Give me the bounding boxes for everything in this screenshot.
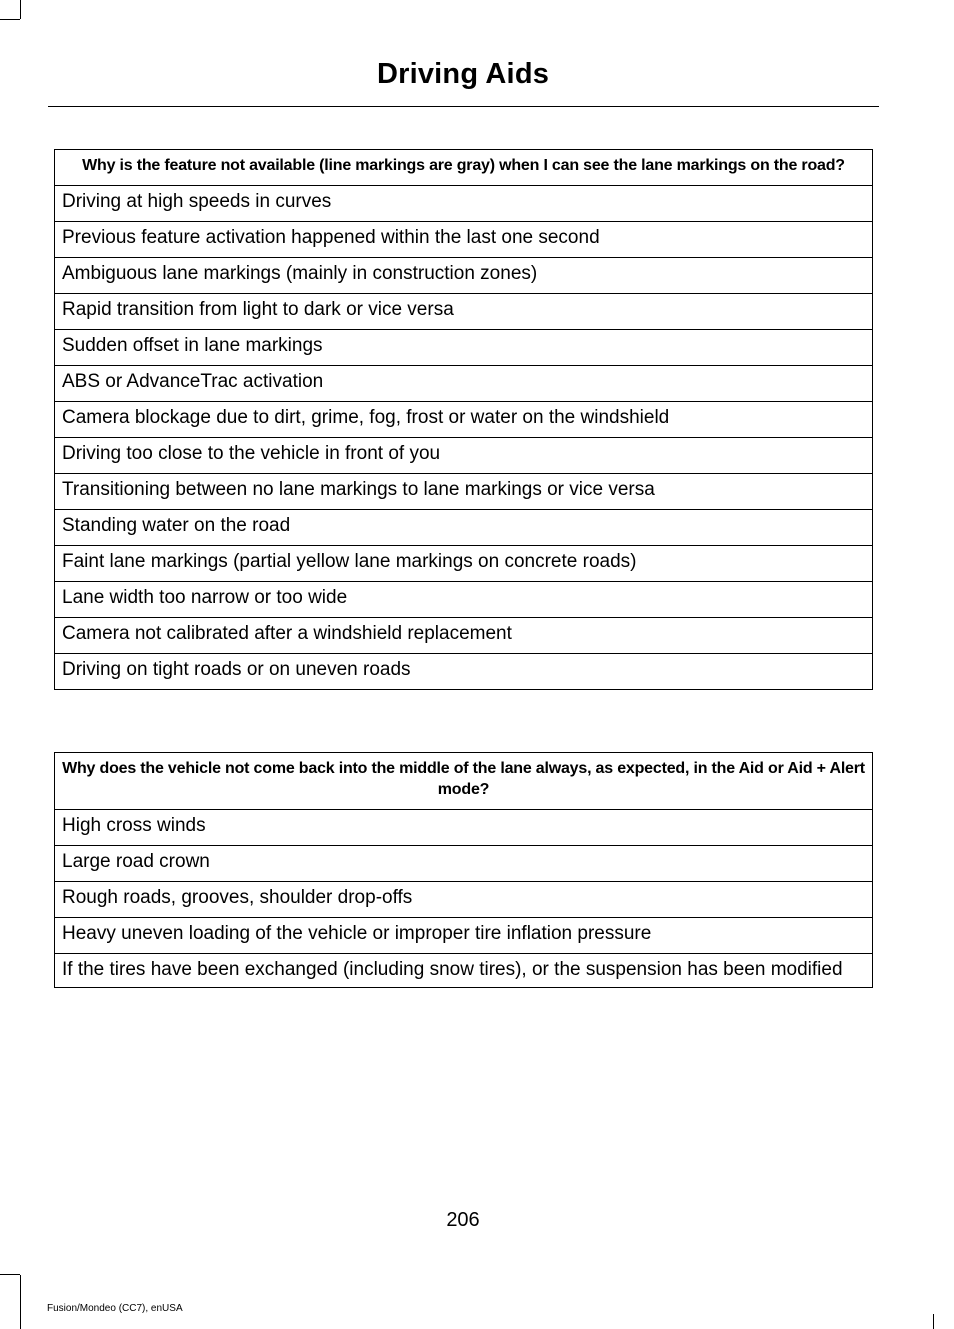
table-cell: ABS or AdvanceTrac activation xyxy=(55,366,873,402)
table-row xyxy=(55,654,873,690)
table-row xyxy=(55,474,873,510)
faq-table-lane-centering xyxy=(54,752,873,988)
table-cell: Driving at high speeds in curves xyxy=(55,186,873,222)
crop-mark xyxy=(20,0,21,19)
table-cell: Driving too close to the vehicle in front of you xyxy=(55,438,873,474)
table-cell: Transitioning between no lane markings to lane markings or vice versa xyxy=(55,474,873,510)
crop-mark xyxy=(933,1314,934,1329)
table-row xyxy=(55,294,873,330)
table-cell: Previous feature activation happened within the last one second xyxy=(55,222,873,258)
table-cell: Ambiguous lane markings (mainly in construction zones) xyxy=(55,258,873,294)
table-row xyxy=(55,846,873,882)
table-row xyxy=(55,882,873,918)
table-cell: If the tires have been exchanged (including snow tires), or the suspension has been modified xyxy=(55,954,873,988)
table-row xyxy=(55,402,873,438)
table-cell: Sudden offset in lane markings xyxy=(55,330,873,366)
document-label: Fusion/Mondeo (CC7), enUSA xyxy=(47,1303,183,1314)
table-row xyxy=(55,954,873,988)
table-row xyxy=(55,222,873,258)
table-header-row xyxy=(55,150,873,186)
table-question: Why is the feature not available (line markings are gray) when I can see the lane markings on the road? xyxy=(55,150,873,186)
table-row xyxy=(55,330,873,366)
table-header-row xyxy=(55,753,873,810)
table-cell: Heavy uneven loading of the vehicle or improper tire inflation pressure xyxy=(55,918,873,954)
crop-mark xyxy=(0,19,20,20)
page-number: 206 xyxy=(446,1209,480,1231)
table-row xyxy=(55,582,873,618)
table-cell: Rough roads, grooves, shoulder drop-offs xyxy=(55,882,873,918)
table-cell: Standing water on the road xyxy=(55,510,873,546)
table-cell: Lane width too narrow or too wide xyxy=(55,582,873,618)
title-divider xyxy=(48,106,879,107)
table-row xyxy=(55,918,873,954)
table-cell: Rapid transition from light to dark or vice versa xyxy=(55,294,873,330)
table-cell: Camera not calibrated after a windshield replacement xyxy=(55,618,873,654)
table-row xyxy=(55,618,873,654)
table-cell: Camera blockage due to dirt, grime, fog, frost or water on the windshield xyxy=(55,402,873,438)
page-title: Driving Aids xyxy=(376,58,550,90)
table-row xyxy=(55,546,873,582)
table-question: Why does the vehicle not come back into the middle of the lane always, as expected, in the Aid or Aid + Alert mode? xyxy=(55,753,873,810)
table-cell: Large road crown xyxy=(55,846,873,882)
table-row xyxy=(55,258,873,294)
table-row xyxy=(55,438,873,474)
crop-mark xyxy=(20,1275,21,1329)
table-cell: Faint lane markings (partial yellow lane markings on concrete roads) xyxy=(55,546,873,582)
table-cell: Driving on tight roads or on uneven roads xyxy=(55,654,873,690)
table-row xyxy=(55,810,873,846)
table-row xyxy=(55,366,873,402)
crop-mark xyxy=(0,1274,20,1275)
table-row xyxy=(55,186,873,222)
table-cell: High cross winds xyxy=(55,810,873,846)
faq-table-feature-unavailable xyxy=(54,149,873,690)
table-row xyxy=(55,510,873,546)
